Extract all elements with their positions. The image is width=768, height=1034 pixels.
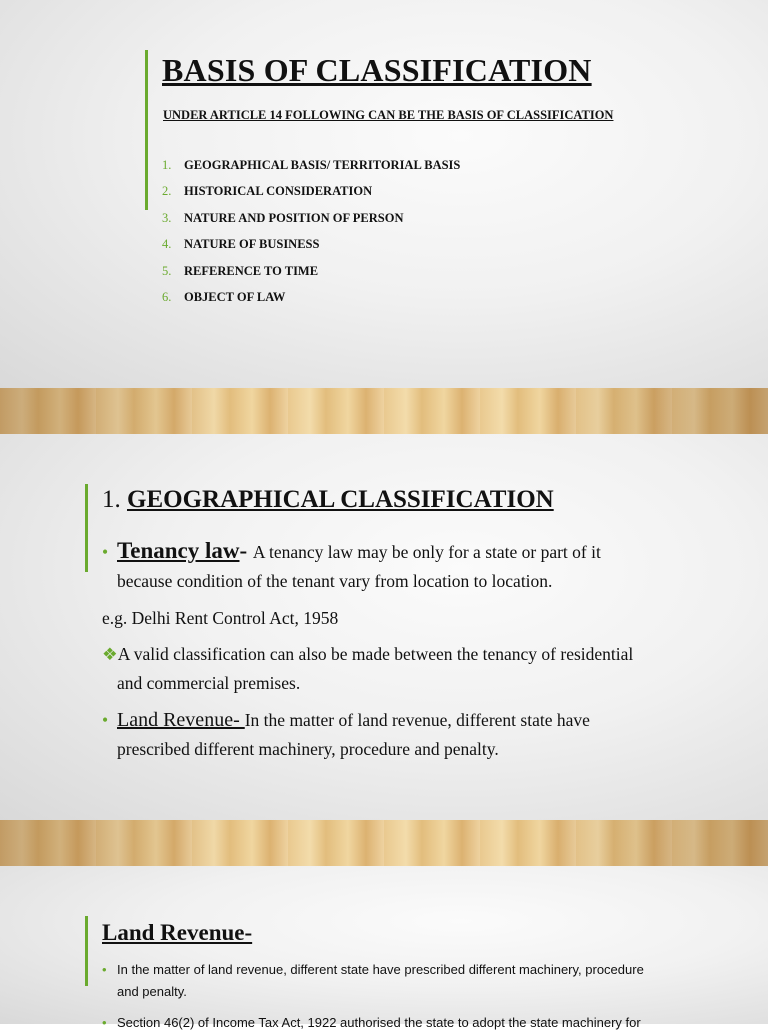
accent-bar [85,484,88,572]
list-number: 1. [162,158,172,172]
list-number: 3. [162,210,172,225]
list-item [102,1012,702,1034]
land-revenue-paragraph [102,706,702,764]
bullet-dot-icon: • [102,542,109,562]
land-text-line1: In the matter of land revenue, different state have [244,710,590,730]
basis-list [162,158,460,316]
slide-title [102,486,554,514]
list-text: HISTORICAL CONSIDERATION [184,184,373,199]
item-line1: Section 46(2) of Income Tax Act, 1922 authorised the state to adopt the state machinery for [117,1015,641,1030]
diamond-text-line2: and commercial premises. [117,673,301,693]
example-text: e.g. Delhi Rent Control Act, 1958 [102,608,339,628]
item-line2: and penalty. [117,984,187,999]
tenancy-law-heading: Tenancy law [117,538,240,563]
wood-divider [0,388,768,434]
accent-bar [85,916,88,986]
list-number: 2. [162,184,172,199]
bullet-dot-icon: • [102,962,107,977]
slide-subtitle: UNDER ARTICLE 14 FOLLOWING CAN BE THE BASIS OF CLASSIFICATION [163,108,614,122]
tenancy-text-line1: A tenancy law may be only for a state or part of it [252,542,601,562]
item-line1: In the matter of land revenue, different state have prescribed different machinery, procedure [117,962,644,977]
heading-dash: - [239,538,253,563]
diamond-text-line1: A valid classification can also be made between the tenancy of residential [117,644,634,664]
list-text: NATURE AND POSITION OF PERSON [184,210,404,225]
list-text: REFERENCE TO TIME [184,263,319,278]
list-number: 4. [162,237,172,252]
bullet-dot-icon: • [102,710,109,730]
list-text: OBJECT OF LAW [184,289,286,304]
land-text-line2: prescribed different machinery, procedure and penalty. [117,739,499,759]
slide-basis-of-classification [0,0,768,388]
list-item [162,158,460,184]
tenancy-law-paragraph [102,536,702,596]
list-item [162,211,460,237]
list-text: GEOGRAPHICAL BASIS/ TERRITORIAL BASIS [184,158,461,172]
bullet-dot-icon: • [102,1015,107,1030]
accent-bar [145,50,148,210]
title-text: GEOGRAPHICAL CLASSIFICATION [127,486,554,513]
list-item [102,959,702,1003]
slide-title: Land Revenue- [102,920,253,945]
list-item [162,264,460,290]
list-text: NATURE OF BUSINESS [184,237,320,252]
diamond-bullet-icon: ❖ [102,644,118,664]
list-item [162,237,460,263]
slide-title: BASIS OF CLASSIFICATION [162,52,592,88]
list-number: 6. [162,289,172,304]
valid-classification-paragraph [102,640,702,698]
list-item [162,184,460,210]
list-item [162,290,460,316]
list-number: 5. [162,263,172,278]
tenancy-text-line2: because condition of the tenant vary from location to location. [117,571,553,591]
title-number: 1. [102,486,127,513]
wood-divider [0,820,768,866]
land-revenue-heading: Land Revenue- [117,709,245,731]
